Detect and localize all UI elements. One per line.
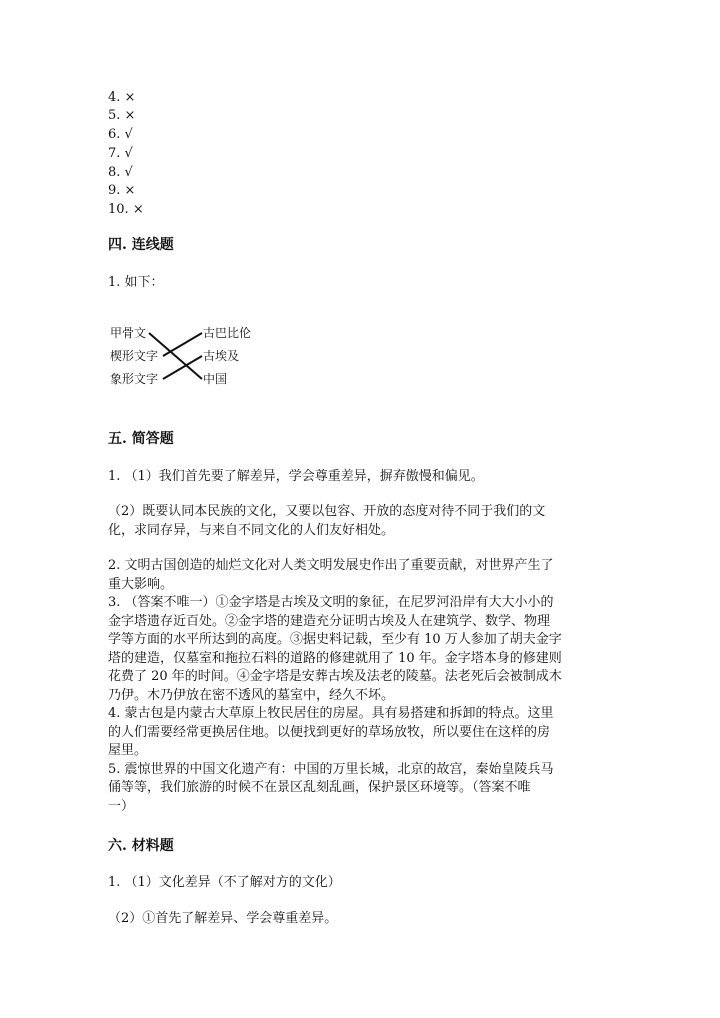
answer-7: 7. √ — [108, 146, 133, 161]
section-5-q1-part1: 1. （1）我们首先要了解差异，学会尊重差异，摒弃傲慢和偏见。 — [108, 469, 484, 484]
right-item-babylon: 古巴比伦 — [203, 326, 252, 340]
left-item-xiangxing: 象形文字 — [110, 372, 159, 386]
section-5-heading: 五. 简答题 — [108, 431, 174, 447]
right-item-egypt: 古埃及 — [203, 349, 240, 363]
left-item-xingxing: 楔形文字 — [110, 349, 159, 363]
line-xingxing-babylon — [163, 333, 202, 356]
section-5-q1-part2: （2）既要认同本民族的文化，又要以包容、开放的态度对待不同于我们的文 化，求同存异，与来自不同文化的人们友好相处。 — [108, 504, 546, 538]
right-item-china: 中国 — [203, 372, 228, 386]
section-5-q2-to-q5: 2. 文明古国创造的灿烂文化对人类文明发展史作出了重要贡献，对世界产生了 重大影响。 3. （答案不唯一）①金字塔是古埃及文明的象征，在尼罗河沿岸有大大小小的 金字塔遗存近百处。②金字塔的建造充分证明古埃及人在建筑学、数学、物理 学等方面的水平所达到的高度。③据史料记载，至少有 10 万人参加了胡夫金字 塔的建造，仅墓室和拖拉石料的道路的修建就用了 10 年。金字塔本身的修建则 花费了 20 年的时间。④金字塔是安葬古埃及法老的陵墓。法老死后会被制成木 乃伊。木乃伊放在密不透风的墓室中，经久不坏。 4. 蒙古包是内蒙古大草原上牧民居住的房屋。具有易搭建和拆卸的特点。这里 的人们需要经常更换居住地。以便找到更好的草场放牧，所以要住在这样的房 屋里。 5. 震惊世界的中国文化遗产有：中国的万里长城，北京的故宫，秦始皇陵兵马 俑等等，我们旅游的时候不在景区乱刻乱画，保护景区环境等。（答案不唯 一） — [108, 558, 562, 814]
section-6-q1-part2: （2）①首先了解差异、学会尊重差异。 — [108, 911, 338, 926]
answer-8: 8. √ — [108, 165, 133, 180]
section-6-heading: 六. 材料题 — [108, 838, 174, 854]
answer-9: 9. × — [108, 183, 136, 198]
section-4-q1-intro: 1. 如下： — [108, 275, 164, 290]
answer-6: 6. √ — [108, 127, 133, 142]
matching-diagram — [110, 318, 270, 390]
section-4-heading: 四. 连线题 — [108, 237, 174, 253]
line-xiangxing-egypt — [163, 356, 202, 379]
left-item-jiaguwen: 甲骨文 — [110, 326, 147, 340]
matching-lines — [110, 318, 270, 390]
section-6-q1-part1: 1. （1）文化差异（不了解对方的文化） — [108, 875, 341, 890]
answer-5: 5. × — [108, 108, 136, 123]
answer-10: 10. × — [108, 202, 144, 217]
answer-4: 4. × — [108, 90, 136, 105]
